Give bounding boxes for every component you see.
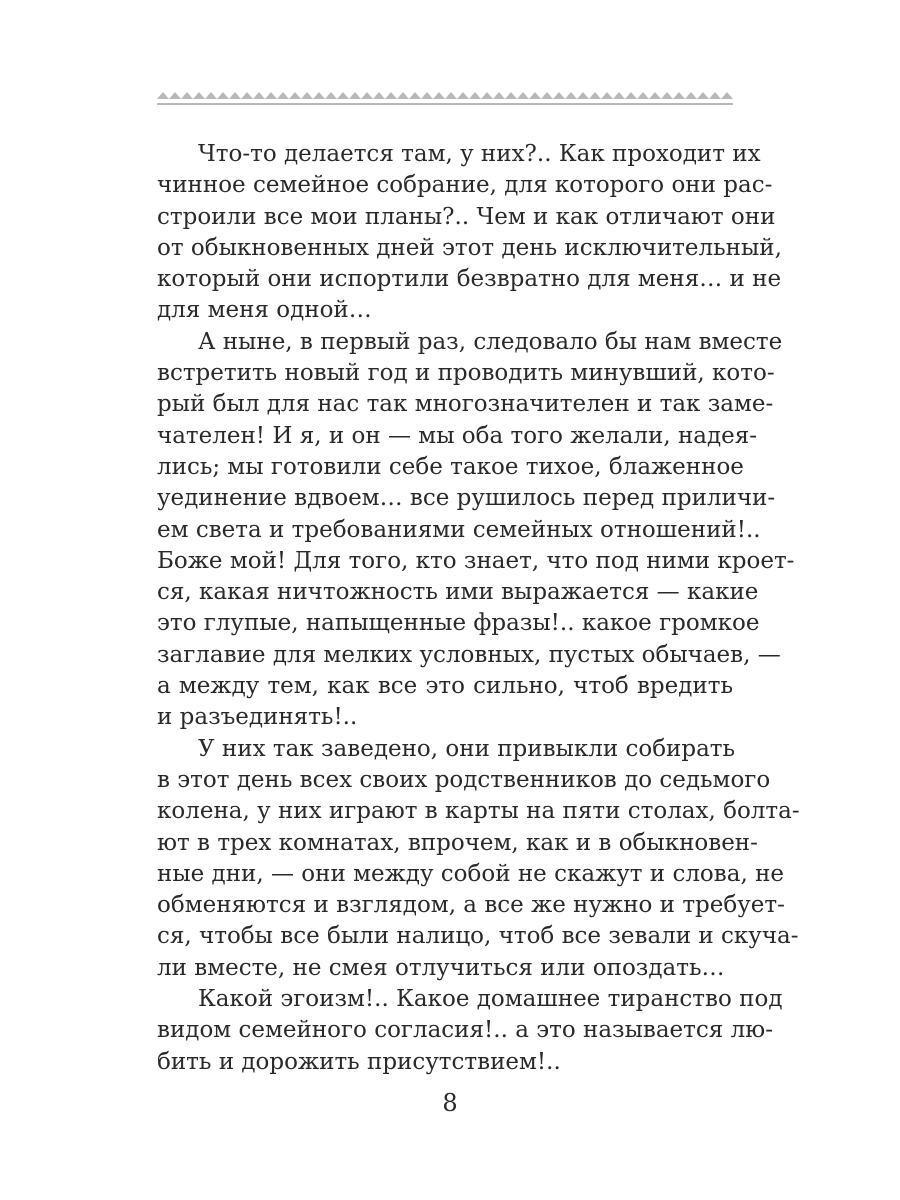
text-line: Что-то делается там, у них?.. Как проходит их	[198, 141, 761, 167]
zigzag-triangle	[205, 92, 217, 99]
page-number: 8	[442, 1089, 458, 1117]
zigzag-triangle	[421, 92, 433, 99]
zigzag-triangle	[277, 92, 289, 99]
text-line: встретить новый год и проводить минувший, кото-	[157, 360, 775, 387]
body-text	[157, 139, 800, 1078]
zigzag-triangle	[649, 92, 661, 99]
zigzag-triangle	[577, 92, 589, 99]
zigzag-triangle	[397, 92, 409, 99]
text-line: который они испортили безвратно для меня… и не	[157, 266, 782, 293]
zigzag-triangle	[553, 92, 565, 99]
zigzag-triangle	[517, 92, 529, 99]
zigzag-triangle	[181, 92, 193, 99]
zigzag-triangle	[313, 92, 325, 99]
zigzag-triangle	[361, 92, 373, 99]
text-line: и разъединять!..	[157, 704, 358, 731]
paragraph	[157, 139, 782, 327]
zigzag-triangle	[661, 92, 673, 99]
text-line: от обыкновенных дней этот день исключительный,	[157, 234, 782, 261]
text-line: У них так заведено, они привыкли собирать	[198, 735, 736, 762]
text-line: колена, у них играют в карты на пяти столах, болта-	[157, 798, 800, 825]
zigzag-triangle	[625, 92, 637, 99]
zigzag-triangle	[481, 92, 493, 99]
zigzag-triangle	[193, 92, 205, 99]
zigzag-triangle	[541, 92, 553, 99]
zigzag-triangle	[709, 92, 721, 99]
text-line: Боже мой! Для того, кто знает, что под ними кроет-	[157, 547, 795, 574]
zigzag-triangle	[265, 92, 277, 99]
zigzag-triangle	[325, 92, 337, 99]
text-line: лись; мы готовили себе такое тихое, блаженное	[157, 453, 744, 480]
zigzag-triangle	[613, 92, 625, 99]
zigzag-triangle	[337, 92, 349, 99]
text-line: уединение вдвоем… все рушилось перед приличи-	[157, 485, 776, 512]
text-line: а между тем, как все это сильно, чтоб вредить	[157, 673, 733, 700]
zigzag-triangle	[385, 92, 397, 99]
text-line: в этот день всех своих родственников до седьмого	[157, 766, 771, 793]
text-line: ли вместе, не смея отлучиться или опоздать…	[157, 954, 725, 981]
zigzag-triangle	[529, 92, 541, 99]
zigzag-triangle	[289, 92, 301, 99]
zigzag-triangle	[505, 92, 517, 99]
zigzag-triangle	[721, 92, 733, 99]
zigzag-triangle	[697, 92, 709, 99]
text-line: ют в трех комнатах, впрочем, как и в обыкновен-	[157, 829, 758, 856]
text-line: ся, чтобы все были налицо, чтоб все зевали и скуча-	[157, 923, 799, 950]
zigzag-triangle	[253, 92, 265, 99]
zigzag-triangle	[565, 92, 577, 99]
zigzag-triangle	[409, 92, 421, 99]
zigzag-triangle	[349, 92, 361, 99]
paragraph	[157, 984, 783, 1078]
text-line: строили все мои планы?.. Чем и как отличают они	[157, 203, 776, 230]
paragraph	[157, 734, 800, 984]
zigzag-triangle	[457, 92, 469, 99]
zigzag-triangle	[589, 92, 601, 99]
text-line: ем света и требованиями семейных отношений!..	[157, 516, 761, 543]
text-line: ные дни, — они между собой не скажут и слова, не	[157, 860, 785, 887]
text-line: заглавие для мелких условных, пустых обычаев, —	[157, 641, 781, 668]
text-line: обменяются и взглядом, а все же нужно и требует-	[157, 892, 785, 919]
zigzag-triangle	[445, 92, 457, 99]
text-line: А ныне, в первый раз, следовало бы нам вместе	[198, 328, 783, 355]
zigzag-triangle	[685, 92, 697, 99]
zigzag-triangle	[301, 92, 313, 99]
text-line: чателен! И я, и он — мы оба того желали, надея-	[157, 422, 758, 449]
zigzag-triangle	[601, 92, 613, 99]
decorative-header-border	[157, 84, 733, 108]
text-line: ся, какая ничтожность ими выражается — какие	[157, 579, 759, 606]
text-line: для меня одной…	[157, 297, 372, 324]
zigzag-triangle	[241, 92, 253, 99]
zigzag-triangle	[157, 92, 169, 99]
zigzag-ornament	[157, 92, 733, 99]
zigzag-triangle	[469, 92, 481, 99]
text-line: чинное семейное собрание, для которого они рас-	[157, 172, 773, 199]
zigzag-triangle	[217, 92, 229, 99]
text-line: видом семейного согласия!.. а это называется лю-	[157, 1017, 773, 1044]
text-line: рый был для нас так многозначителен и так заме-	[157, 391, 774, 418]
zigzag-triangle	[169, 92, 181, 99]
zigzag-triangle	[433, 92, 445, 99]
zigzag-triangle	[673, 92, 685, 99]
zigzag-triangle	[229, 92, 241, 99]
paragraph	[157, 327, 795, 734]
text-line: бить и дорожить присутствием!..	[157, 1048, 561, 1075]
zigzag-triangle	[373, 92, 385, 99]
text-line: Какой эгоизм!.. Какое домашнее тиранство под	[198, 986, 783, 1013]
zigzag-triangle	[637, 92, 649, 99]
zigzag-triangle	[493, 92, 505, 99]
text-line: это глупые, напыщенные фразы!.. какое громкое	[157, 610, 760, 637]
